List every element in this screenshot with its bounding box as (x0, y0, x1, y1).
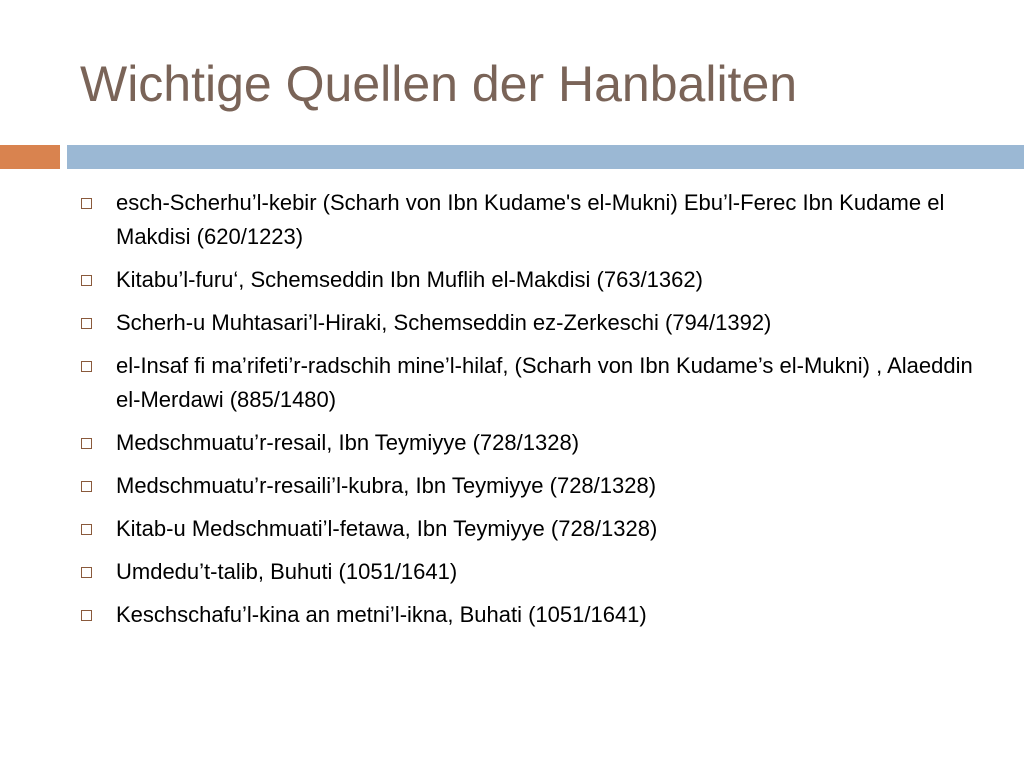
hollow-square-icon (81, 438, 92, 449)
list-item (78, 555, 978, 589)
list-item (78, 186, 978, 254)
list-item-text: Kitab-u Medschmuati’l-fetawa, Ibn Teymiyye (728/1328) (116, 516, 658, 541)
hollow-square-icon (81, 524, 92, 535)
list-item (78, 306, 978, 340)
accent-bar-right (67, 145, 1024, 169)
hollow-square-icon (81, 318, 92, 329)
list-item (78, 263, 978, 297)
list-item-text: Kitabu’l-furu‘, Schemseddin Ibn Muflih el-Makdisi (763/1362) (116, 267, 703, 292)
list-item-text: el-Insaf fi ma’rifeti’r-radschih mine’l-hilaf, (Scharh von Ibn Kudame’s el-Mukni) , Alaeddin el-Merdawi (885/1480) (116, 353, 973, 412)
list-item-text: Scherh-u Muhtasari’l-Hiraki, Schemseddin ez-Zerkeschi (794/1392) (116, 310, 772, 335)
list-item-text: Keschschafu’l-kina an metni’l-ikna, Buhati (1051/1641) (116, 602, 647, 627)
slide-title: Wichtige Quellen der Hanbaliten (80, 56, 798, 112)
hollow-square-icon (81, 275, 92, 286)
list-item-text: Medschmuatu’r-resail, Ibn Teymiyye (728/1328) (116, 430, 580, 455)
hollow-square-icon (81, 481, 92, 492)
list-item (78, 598, 978, 632)
hollow-square-icon (81, 361, 92, 372)
list-item-text: Medschmuatu’r-resaili’l-kubra, Ibn Teymiyye (728/1328) (116, 473, 657, 498)
list-item-text: Umdedu’t-talib, Buhuti (1051/1641) (116, 559, 458, 584)
list-item (78, 512, 978, 546)
list-item-text: esch-Scherhu’l-kebir (Scharh von Ibn Kudame's el-Mukni) Ebu’l-Ferec Ibn Kudame el Makdisi (620/1223) (116, 190, 945, 249)
accent-bar-left (0, 145, 60, 169)
list-item (78, 469, 978, 503)
source-list (78, 186, 978, 641)
hollow-square-icon (81, 610, 92, 621)
hollow-square-icon (81, 198, 92, 209)
list-item (78, 426, 978, 460)
hollow-square-icon (81, 567, 92, 578)
list-item (78, 349, 978, 417)
